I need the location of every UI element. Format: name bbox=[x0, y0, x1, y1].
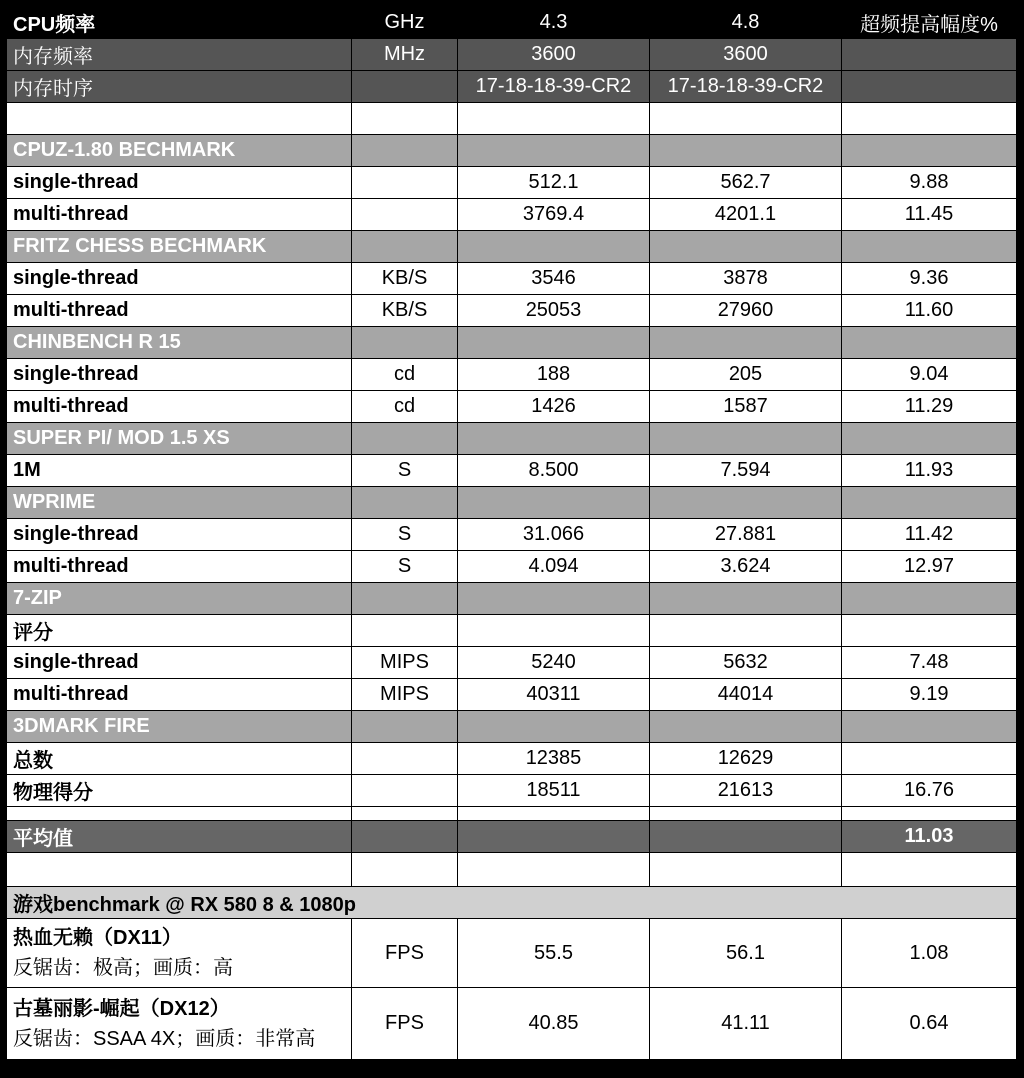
empty-cell bbox=[842, 135, 1017, 167]
empty-cell bbox=[352, 583, 458, 615]
row-col1: 31.066 bbox=[458, 519, 650, 551]
section-title: CHINBENCH R 15 bbox=[7, 327, 352, 359]
row-col2: 27.881 bbox=[650, 519, 842, 551]
empty-cell bbox=[842, 231, 1017, 263]
empty-cell bbox=[352, 135, 458, 167]
empty-cell bbox=[650, 615, 842, 647]
game-name: 热血无赖（DX11） bbox=[13, 927, 182, 949]
row-unit bbox=[352, 199, 458, 231]
row-label: single-thread bbox=[7, 359, 352, 391]
row-label: multi-thread bbox=[7, 295, 352, 327]
empty-cell bbox=[458, 711, 650, 743]
row-unit bbox=[352, 743, 458, 775]
cpu-freq-unit: GHz bbox=[352, 7, 458, 39]
row-unit: FPS bbox=[352, 919, 458, 988]
empty-cell bbox=[650, 583, 842, 615]
section-title: WPRIME bbox=[7, 487, 352, 519]
row-gain: 11.60 bbox=[842, 295, 1017, 327]
row-unit: cd bbox=[352, 359, 458, 391]
row-gain: 1.08 bbox=[842, 919, 1017, 988]
row-col2: 5632 bbox=[650, 647, 842, 679]
empty-cell bbox=[352, 231, 458, 263]
empty-cell bbox=[458, 423, 650, 455]
mem-freq-label: 内存频率 bbox=[7, 39, 352, 71]
section-header-7zip bbox=[7, 583, 1017, 615]
row-unit: MIPS bbox=[352, 679, 458, 711]
row-col2: 27960 bbox=[650, 295, 842, 327]
row-label: 1M bbox=[7, 455, 352, 487]
row-col2: 3.624 bbox=[650, 551, 842, 583]
row-gain: 9.36 bbox=[842, 263, 1017, 295]
empty-cell bbox=[842, 615, 1017, 647]
mem-freq-col2: 3600 bbox=[650, 39, 842, 71]
empty-cell bbox=[352, 807, 458, 821]
empty-cell bbox=[842, 327, 1017, 359]
empty-cell bbox=[842, 103, 1017, 135]
header-row bbox=[7, 7, 1017, 39]
empty-cell bbox=[458, 853, 650, 887]
row-col1: 3546 bbox=[458, 263, 650, 295]
empty-cell bbox=[650, 487, 842, 519]
table-row bbox=[7, 295, 1017, 327]
row-unit: MIPS bbox=[352, 647, 458, 679]
row-col1: 25053 bbox=[458, 295, 650, 327]
row-label: 评分 bbox=[7, 615, 352, 647]
empty-cell bbox=[458, 821, 650, 853]
row-col2: 205 bbox=[650, 359, 842, 391]
row-col2: 41.11 bbox=[650, 988, 842, 1060]
empty-cell bbox=[650, 231, 842, 263]
section-header-fritz bbox=[7, 231, 1017, 263]
table-row bbox=[7, 359, 1017, 391]
row-col1: 512.1 bbox=[458, 167, 650, 199]
empty-cell bbox=[458, 583, 650, 615]
empty-cell bbox=[842, 39, 1017, 71]
row-label: multi-thread bbox=[7, 199, 352, 231]
row-gain bbox=[842, 743, 1017, 775]
table-row bbox=[7, 551, 1017, 583]
row-gain: 11.29 bbox=[842, 391, 1017, 423]
row-col2: 12629 bbox=[650, 743, 842, 775]
row-gain: 11.93 bbox=[842, 455, 1017, 487]
cpu-freq-col1: 4.3 bbox=[458, 7, 650, 39]
game-cell bbox=[7, 988, 352, 1060]
empty-cell bbox=[842, 711, 1017, 743]
row-unit: S bbox=[352, 551, 458, 583]
row-col2: 1587 bbox=[650, 391, 842, 423]
mem-timing-label: 内存时序 bbox=[7, 71, 352, 103]
empty-cell bbox=[650, 853, 842, 887]
section-title: FRITZ CHESS BECHMARK bbox=[7, 231, 352, 263]
table-row bbox=[7, 455, 1017, 487]
mem-freq-unit: MHz bbox=[352, 39, 458, 71]
empty-cell bbox=[842, 583, 1017, 615]
empty-cell bbox=[458, 487, 650, 519]
empty-cell bbox=[842, 71, 1017, 103]
row-label: 物理得分 bbox=[7, 775, 352, 807]
mem-timing-col1: 17-18-18-39-CR2 bbox=[458, 71, 650, 103]
empty-cell bbox=[842, 423, 1017, 455]
row-col2: 56.1 bbox=[650, 919, 842, 988]
row-label: 总数 bbox=[7, 743, 352, 775]
empty-cell bbox=[842, 853, 1017, 887]
game-cell bbox=[7, 919, 352, 988]
row-label: single-thread bbox=[7, 263, 352, 295]
row-col1: 3769.4 bbox=[458, 199, 650, 231]
table-row bbox=[7, 988, 1017, 1060]
section-header-games bbox=[7, 887, 1017, 919]
section-title: 3DMARK FIRE bbox=[7, 711, 352, 743]
mem-timing-row bbox=[7, 71, 1017, 103]
empty-cell bbox=[458, 615, 650, 647]
empty-cell bbox=[458, 231, 650, 263]
table-row bbox=[7, 167, 1017, 199]
table-row bbox=[7, 615, 1017, 647]
row-col1: 12385 bbox=[458, 743, 650, 775]
table-row bbox=[7, 679, 1017, 711]
empty-cell bbox=[458, 807, 650, 821]
row-unit: KB/S bbox=[352, 263, 458, 295]
row-col1: 8.500 bbox=[458, 455, 650, 487]
table-row bbox=[7, 263, 1017, 295]
row-gain: 9.19 bbox=[842, 679, 1017, 711]
row-col2: 44014 bbox=[650, 679, 842, 711]
row-col2: 7.594 bbox=[650, 455, 842, 487]
row-col1: 40.85 bbox=[458, 988, 650, 1060]
row-unit bbox=[352, 775, 458, 807]
game-settings: 反锯齿：SSAA 4X；画质：非常高 bbox=[13, 1027, 316, 1050]
average-row bbox=[7, 821, 1017, 853]
benchmark-table bbox=[6, 6, 1017, 1060]
cpu-freq-label: CPU频率 bbox=[7, 7, 352, 39]
mem-freq-row bbox=[7, 39, 1017, 71]
empty-cell bbox=[650, 821, 842, 853]
row-gain: 16.76 bbox=[842, 775, 1017, 807]
table-row bbox=[7, 775, 1017, 807]
table-row bbox=[7, 647, 1017, 679]
row-col1: 188 bbox=[458, 359, 650, 391]
section-title: CPUZ-1.80 BECHMARK bbox=[7, 135, 352, 167]
section-title: 游戏benchmark @ RX 580 8 & 1080p bbox=[7, 887, 1017, 919]
row-col1: 18511 bbox=[458, 775, 650, 807]
row-gain: 12.97 bbox=[842, 551, 1017, 583]
section-header-cpuz bbox=[7, 135, 1017, 167]
row-label: multi-thread bbox=[7, 679, 352, 711]
empty-cell bbox=[650, 423, 842, 455]
section-title: 7-ZIP bbox=[7, 583, 352, 615]
section-header-cinebench bbox=[7, 327, 1017, 359]
average-label: 平均值 bbox=[7, 821, 352, 853]
row-col2: 3878 bbox=[650, 263, 842, 295]
empty-cell bbox=[650, 103, 842, 135]
row-col1: 4.094 bbox=[458, 551, 650, 583]
empty-cell bbox=[352, 853, 458, 887]
section-header-superpi bbox=[7, 423, 1017, 455]
row-gain: 11.45 bbox=[842, 199, 1017, 231]
row-col1: 1426 bbox=[458, 391, 650, 423]
table-row bbox=[7, 199, 1017, 231]
empty-cell bbox=[650, 807, 842, 821]
row-unit: cd bbox=[352, 391, 458, 423]
row-label: single-thread bbox=[7, 519, 352, 551]
empty-cell bbox=[7, 103, 352, 135]
row-gain: 9.04 bbox=[842, 359, 1017, 391]
spacer-row bbox=[7, 103, 1017, 135]
empty-cell bbox=[352, 711, 458, 743]
empty-cell bbox=[842, 487, 1017, 519]
empty-cell bbox=[650, 711, 842, 743]
empty-cell bbox=[352, 327, 458, 359]
empty-cell bbox=[650, 135, 842, 167]
section-header-3dmark bbox=[7, 711, 1017, 743]
empty-cell bbox=[842, 807, 1017, 821]
empty-cell bbox=[352, 821, 458, 853]
empty-cell bbox=[458, 103, 650, 135]
row-label: single-thread bbox=[7, 167, 352, 199]
empty-cell bbox=[650, 327, 842, 359]
spacer-row bbox=[7, 853, 1017, 887]
cpu-freq-col2: 4.8 bbox=[650, 7, 842, 39]
row-label: multi-thread bbox=[7, 551, 352, 583]
empty-cell bbox=[352, 487, 458, 519]
row-unit: FPS bbox=[352, 988, 458, 1060]
section-header-wprime bbox=[7, 487, 1017, 519]
row-unit: KB/S bbox=[352, 295, 458, 327]
row-unit bbox=[352, 167, 458, 199]
row-col1: 55.5 bbox=[458, 919, 650, 988]
table-row bbox=[7, 519, 1017, 551]
spacer-row bbox=[7, 807, 1017, 821]
empty-cell bbox=[352, 423, 458, 455]
empty-cell bbox=[7, 807, 352, 821]
empty-cell bbox=[352, 71, 458, 103]
mem-timing-col2: 17-18-18-39-CR2 bbox=[650, 71, 842, 103]
average-value: 11.03 bbox=[842, 821, 1017, 853]
empty-cell bbox=[7, 853, 352, 887]
table-row bbox=[7, 391, 1017, 423]
row-label: multi-thread bbox=[7, 391, 352, 423]
section-title: SUPER PI/ MOD 1.5 XS bbox=[7, 423, 352, 455]
row-gain: 7.48 bbox=[842, 647, 1017, 679]
row-gain: 0.64 bbox=[842, 988, 1017, 1060]
mem-freq-col1: 3600 bbox=[458, 39, 650, 71]
empty-cell bbox=[352, 103, 458, 135]
game-settings: 反锯齿：极高；画质：高 bbox=[13, 957, 233, 979]
row-unit: S bbox=[352, 519, 458, 551]
table-row bbox=[7, 743, 1017, 775]
row-col2: 562.7 bbox=[650, 167, 842, 199]
row-unit: S bbox=[352, 455, 458, 487]
gain-header: 超频提高幅度% bbox=[842, 7, 1017, 39]
table-row bbox=[7, 919, 1017, 988]
row-col2: 21613 bbox=[650, 775, 842, 807]
row-label: single-thread bbox=[7, 647, 352, 679]
row-gain: 11.42 bbox=[842, 519, 1017, 551]
row-col1: 40311 bbox=[458, 679, 650, 711]
empty-cell bbox=[458, 327, 650, 359]
empty-cell bbox=[352, 615, 458, 647]
row-gain: 9.88 bbox=[842, 167, 1017, 199]
empty-cell bbox=[458, 135, 650, 167]
row-col2: 4201.1 bbox=[650, 199, 842, 231]
game-name: 古墓丽影-崛起（DX12） bbox=[13, 997, 230, 1020]
row-col1: 5240 bbox=[458, 647, 650, 679]
